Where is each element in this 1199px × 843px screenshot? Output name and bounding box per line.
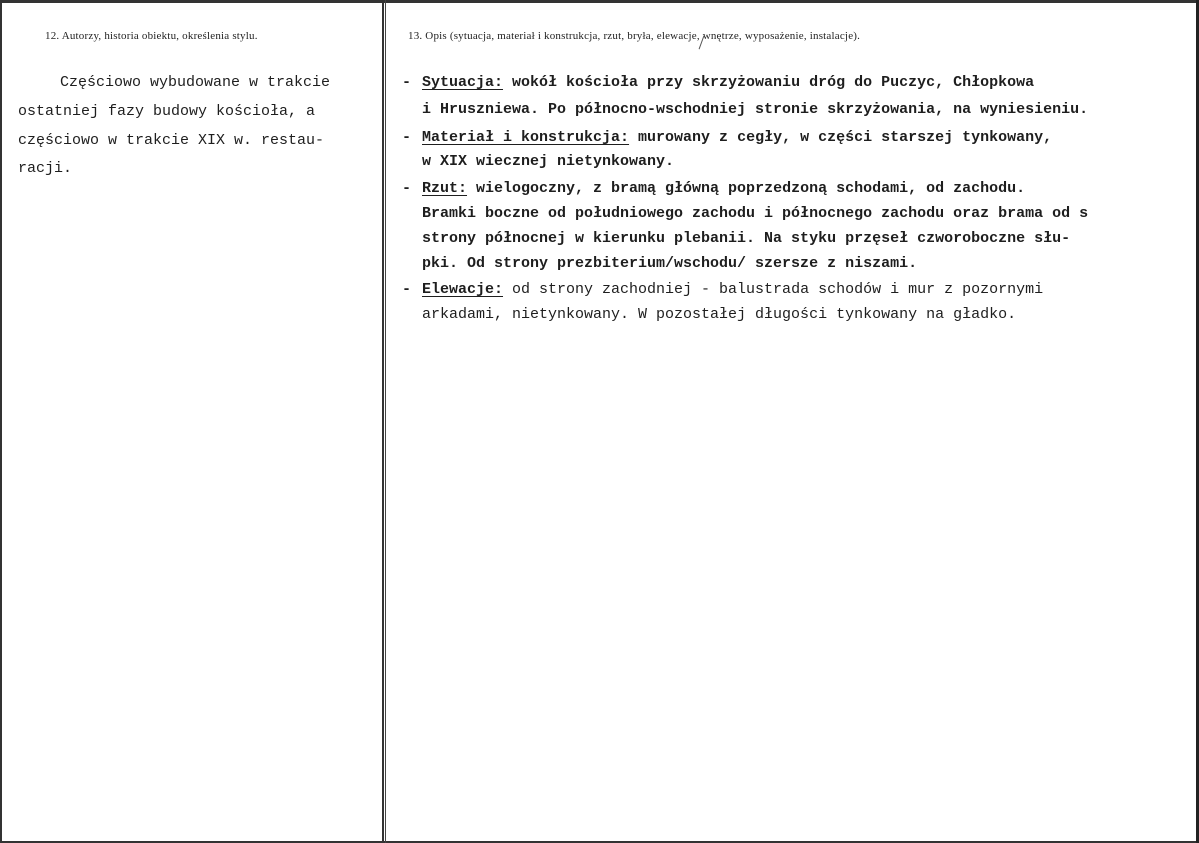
bullet-dash: - (402, 180, 412, 197)
material-text-1: murowany z cegły, w części starszej tynkowany, (629, 129, 1053, 146)
section-12-header: 12. Autorzy, historia obiektu, określenia stylu. (45, 30, 258, 42)
left-line-2: ostatniej fazy budowy kościoła, a (18, 103, 316, 120)
material-line-2: w XIX wiecznej nietynkowany. (422, 153, 675, 170)
material-line-1 (402, 129, 1052, 146)
rzut-label: Rzut: (422, 180, 468, 197)
left-line-4: racji. (18, 160, 73, 177)
material-label: Materiał i konstrukcja: (422, 129, 630, 146)
sytuacja-line-2: i Hruszniewa. Po północno-wschodniej stronie skrzyżowania, na wyniesieniu. (422, 101, 1089, 118)
section-13-header: 13. Opis (sytuacja, materiał i konstrukcja, rzut, bryła, elewacje, wnętrze, wyposażenie, instalacje). (408, 30, 861, 42)
elewacje-label: Elewacje: (422, 281, 504, 298)
bullet-dash: - (402, 129, 412, 146)
sytuacja-text-1: wokół kościoła przy skrzyżowaniu dróg do Puczyc, Chłopkowa (503, 74, 1035, 91)
column-divider-inner (385, 0, 386, 843)
elewacje-text-1: od strony zachodniej - balustrada schodów i mur z pozornymi (503, 281, 1044, 298)
rzut-line-4: pki. Od strony prezbiterium/wschodu/ szersze z niszami. (422, 255, 918, 272)
elewacje-line-1 (402, 281, 1043, 298)
sytuacja-line-1 (402, 74, 1034, 91)
rzut-line-1 (402, 180, 1025, 197)
elewacje-line-2: arkadami, nietynkowany. W pozostałej długości tynkowany na gładko. (422, 306, 1017, 323)
bullet-dash: - (402, 281, 412, 298)
rzut-text-1: wielogoczny, z bramą główną poprzedzoną schodami, od zachodu. (467, 180, 1026, 197)
sytuacja-label: Sytuacja: (422, 74, 504, 91)
left-line-1: Częściowo wybudowane w trakcie (60, 74, 331, 91)
column-divider (382, 0, 384, 843)
bullet-dash: - (402, 74, 412, 91)
rzut-line-3: strony północnej w kierunku plebanii. Na styku przęseł czworoboczne słu- (422, 230, 1071, 247)
left-line-3: częściowo w trakcie XIX w. restau- (18, 132, 325, 149)
rzut-line-2: Bramki boczne od południowego zachodu i północnego zachodu oraz brama od s (422, 205, 1089, 222)
